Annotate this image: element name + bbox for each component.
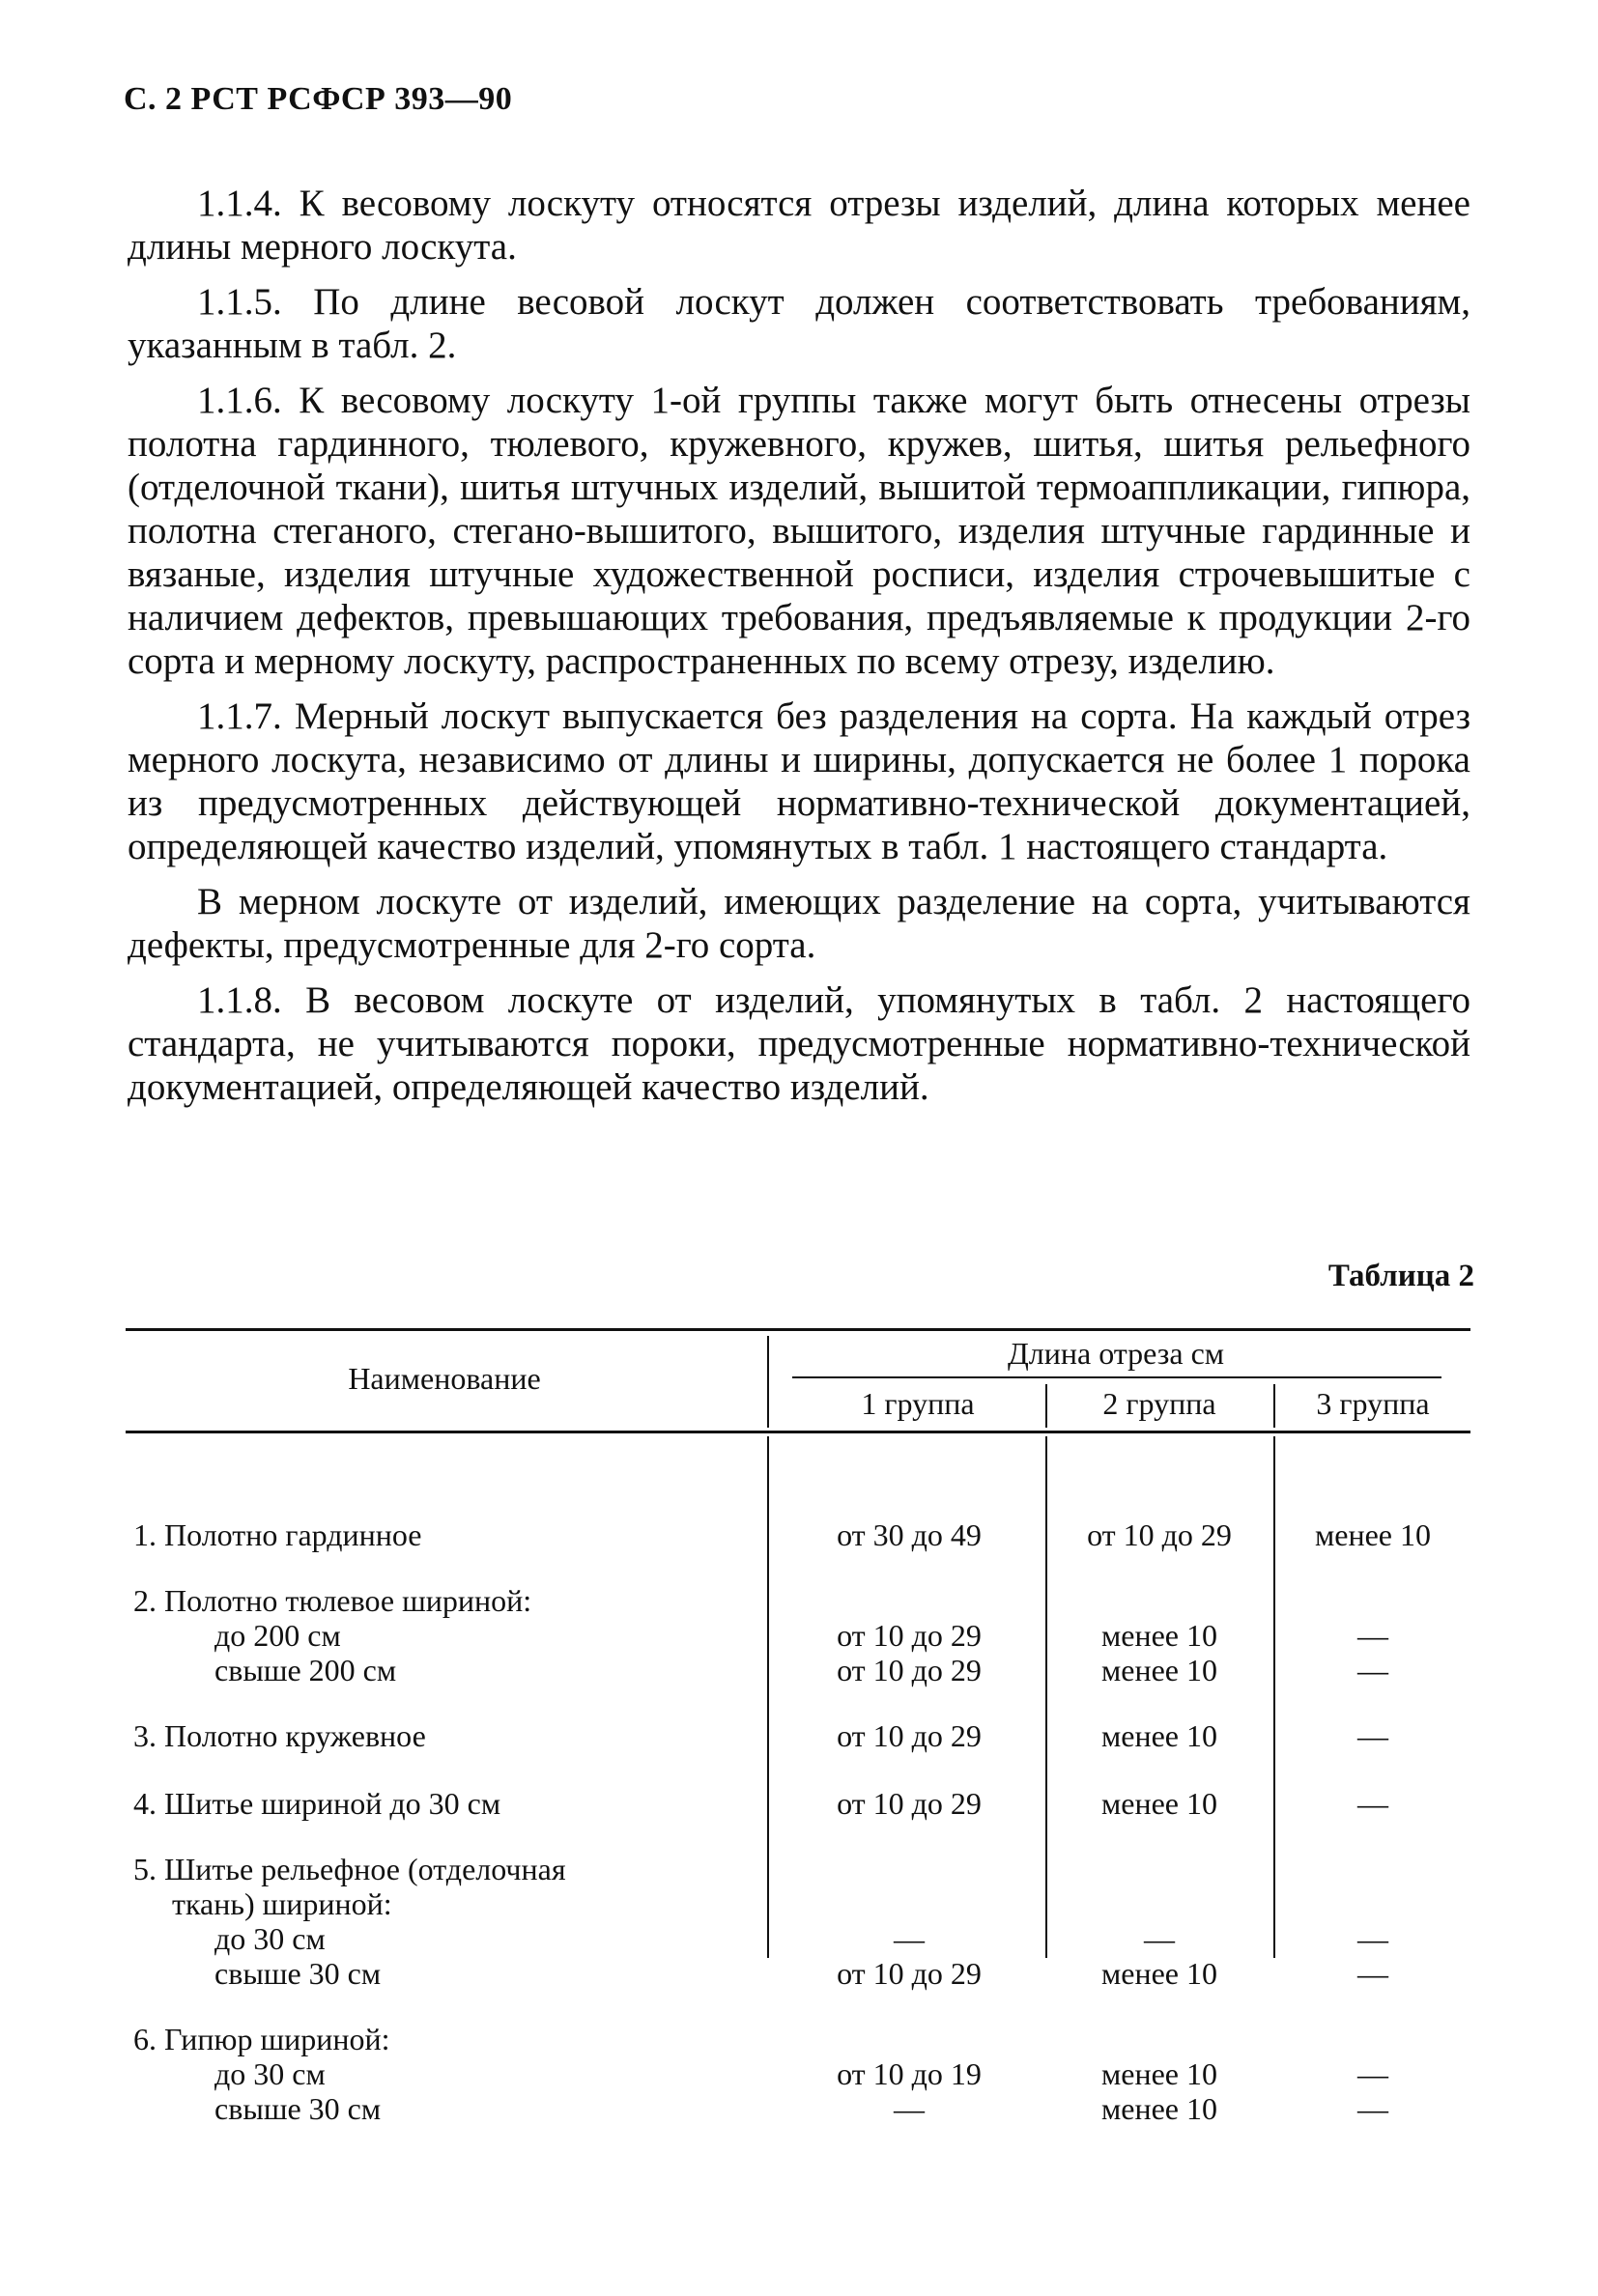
- paragraph: 1.1.4. К весовому лоскуту относятся отрезы изделий, длина которых менее длины мерного лоскута.: [128, 183, 1470, 268]
- row-name: до 30 см: [214, 1921, 326, 1956]
- row-name: 3. Полотно кружевное: [133, 1718, 426, 1753]
- cell-g3: —: [1357, 1921, 1388, 1956]
- header-bottom-rule: [126, 1431, 1470, 1433]
- cell-g2: менее 10: [1101, 1786, 1217, 1821]
- body-text: [128, 182, 1470, 1120]
- cell-g1: —: [894, 1921, 925, 1956]
- cell-g1: от 10 до 19: [837, 2056, 982, 2091]
- cell-g1: от 30 до 49: [837, 1517, 982, 1552]
- cell-g3: —: [1357, 2091, 1388, 2126]
- cell-g1: от 10 до 29: [837, 1786, 982, 1821]
- cell-g3: —: [1357, 1718, 1388, 1753]
- row-name: свыше 30 см: [214, 1956, 382, 1991]
- row-name: до 200 см: [214, 1618, 341, 1653]
- paragraph: 1.1.8. В весовом лоскуте от изделий, упомянутых в табл. 2 настоящего стандарта, не учитываются пороки, предусмотренные нормативно-технической документацией, определяющей качество изделий.: [128, 979, 1470, 1108]
- page-header: С. 2 РСТ РСФСР 393—90: [124, 81, 513, 117]
- divider: [767, 1436, 769, 1958]
- cell-g3: —: [1357, 1618, 1388, 1653]
- cell-g1: от 10 до 29: [837, 1618, 982, 1653]
- header-group-1: 1 группа: [861, 1386, 975, 1421]
- row-name: ткань) шириной:: [172, 1886, 392, 1921]
- row-name: 4. Шитье шириной до 30 см: [133, 1786, 501, 1821]
- cell-g3: —: [1357, 2056, 1388, 2091]
- cell-g2: менее 10: [1101, 1718, 1217, 1753]
- row-name: свыше 30 см: [214, 2091, 382, 2126]
- cell-g2: менее 10: [1101, 2056, 1217, 2091]
- cell-g3: —: [1357, 1786, 1388, 1821]
- cell-g1: —: [894, 2091, 925, 2126]
- divider: [1045, 1436, 1047, 1958]
- row-name: 1. Полотно гардинное: [133, 1517, 422, 1552]
- cell-g2: —: [1144, 1921, 1175, 1956]
- row-name: 6. Гипюр шириной:: [133, 2022, 390, 2056]
- header-span-rule: [792, 1376, 1441, 1378]
- paragraph: 1.1.7. Мерный лоскут выпускается без разделения на сорта. На каждый отрез мерного лоскута, независимо от длины и ширины, допускается не более 1 порока из предусмотренных действующей нормативно-технической документацией, определяющей качество изделий, упомянутых в табл. 1 настоящего стандарта.: [128, 695, 1470, 867]
- header-group-3: 3 группа: [1316, 1386, 1430, 1421]
- header-name: Наименование: [348, 1361, 541, 1396]
- paragraph: 1.1.5. По длине весовой лоскут должен соответствовать требованиям, указанным в табл. 2.: [128, 281, 1470, 366]
- row-name: свыше 200 см: [214, 1653, 397, 1687]
- cell-g3: —: [1357, 1956, 1388, 1991]
- paragraph: 1.1.6. К весовому лоскуту 1-ой группы также могут быть отнесены отрезы полотна гардинного, тюлевого, кружевного, кружев, шитья, шитья рельефного (отделочной ткани), шитья штучных изделий, вышитой термоаппликации, гипюра, полотна стеганого, стегано-вышитого, вышитого, изделия штучные гардинные и вязаные, изделия штучные художественной росписи, изделия строчевышитые с наличием дефектов, превышающих требования, предъявляемые к продукции 2-го сорта и мерному лоскуту, распространенных по всему отрезу, изделию.: [128, 380, 1470, 682]
- cell-g3: менее 10: [1315, 1517, 1431, 1552]
- data-table: [126, 1328, 1470, 2197]
- cell-g1: от 10 до 29: [837, 1956, 982, 1991]
- cell-g2: от 10 до 29: [1087, 1517, 1232, 1552]
- divider: [1273, 1436, 1275, 1958]
- table-top-rule: [126, 1328, 1470, 1331]
- row-name: до 30 см: [214, 2056, 326, 2091]
- cell-g2: менее 10: [1101, 1618, 1217, 1653]
- cell-g2: менее 10: [1101, 1653, 1217, 1687]
- cell-g1: от 10 до 29: [837, 1718, 982, 1753]
- table-caption: Таблица 2: [1327, 1259, 1474, 1293]
- header-group-2: 2 группа: [1102, 1386, 1216, 1421]
- cell-g1: от 10 до 29: [837, 1653, 982, 1687]
- paragraph: В мерном лоскуте от изделий, имеющих разделение на сорта, учитываются дефекты, предусмотренные для 2-го сорта.: [128, 881, 1470, 966]
- row-name: 2. Полотно тюлевое шириной:: [133, 1583, 532, 1618]
- divider: [767, 1336, 769, 1428]
- cell-g2: менее 10: [1101, 2091, 1217, 2126]
- row-name: 5. Шитье рельефное (отделочная: [133, 1852, 566, 1886]
- header-span: Длина отреза см: [1007, 1336, 1225, 1371]
- cell-g2: менее 10: [1101, 1956, 1217, 1991]
- cell-g3: —: [1357, 1653, 1388, 1687]
